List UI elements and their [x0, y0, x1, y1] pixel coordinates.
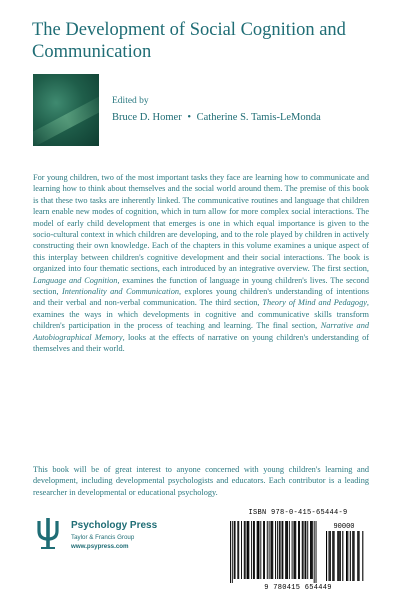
- description-paragraph-2: This book will be of great interest to anyone concerned with young children's learning and development, including developmental psychologists and educators. Each contributor is a leading researcher in developmental or educational psychology.: [33, 465, 369, 497]
- section-title-italic: Theory of Mind and Pedagogy: [262, 298, 367, 308]
- description-text-run: , examines the ways in which developments in cognitive and communicative skills transform children's participation in the process of teaching and learning. The final section,: [33, 298, 369, 331]
- publisher-group: Taylor & Francis Group: [71, 534, 135, 541]
- section-title-italic: Intentionality and Communication: [62, 287, 179, 297]
- section-title-italic: Language and Cognition: [33, 275, 118, 285]
- price-code: 90000: [333, 523, 355, 531]
- isbn-barcode-block: [228, 509, 368, 593]
- book-title: The Development of Social Cognition and Communication: [32, 20, 346, 62]
- edited-by-label: Edited by: [112, 96, 149, 106]
- cover-image-highlight: [33, 94, 99, 146]
- editors-line: [112, 112, 321, 123]
- editor-name: Catherine S. Tamis-LeMonda: [196, 112, 321, 123]
- publisher-logo: [33, 517, 158, 557]
- description-text-run: , examines the function of language in young children's lives. The second section,: [33, 275, 369, 297]
- publisher-name: Psychology Press: [71, 520, 158, 531]
- description-text-run: , looks at the effects of narrative on young children's understanding of themselves and their world.: [33, 332, 369, 354]
- section-title-italic: Narrative and Autobiographical Memory: [33, 321, 369, 342]
- description-paragraph-1: [33, 172, 369, 355]
- psi-logo-icon: [33, 517, 63, 549]
- isbn-label: ISBN 978-0-415-65444-9: [248, 509, 348, 517]
- editor-separator: •: [187, 112, 191, 123]
- publisher-url: www.psypress.com: [71, 543, 129, 550]
- editor-name: Bruce D. Homer: [112, 112, 182, 123]
- description-text-run: , explores young children's understanding of intentions and their verbal and non-verbal communication. The third section,: [33, 287, 369, 308]
- ean-digits: 9 780415 654449: [264, 584, 332, 592]
- barcode-digits: [228, 584, 368, 592]
- description-text-run: For young children, two of the most important tasks they face are learning how to communicate and learning how to think about themselves and the social world around them. The premise of this book is that these two tasks are inherently linked. The communicative routines and language that children learn enable new modes of cognition, which in turn allow for more complex social interactions. The model of early child development that emerges is one in which equal importance is given to the socio-cultural context in which children are developing, and to the role played by children in actively constructing their own knowledge. Each of the chapters in this volume examines a unique aspect of this interplay between children's cognitive development and their social interactions. The book is organized into four thematic sections, each introduced by an integrative overview. The first section,: [33, 173, 369, 274]
- barcode-icon: [228, 519, 368, 583]
- cover-thumbnail-image: [33, 74, 99, 146]
